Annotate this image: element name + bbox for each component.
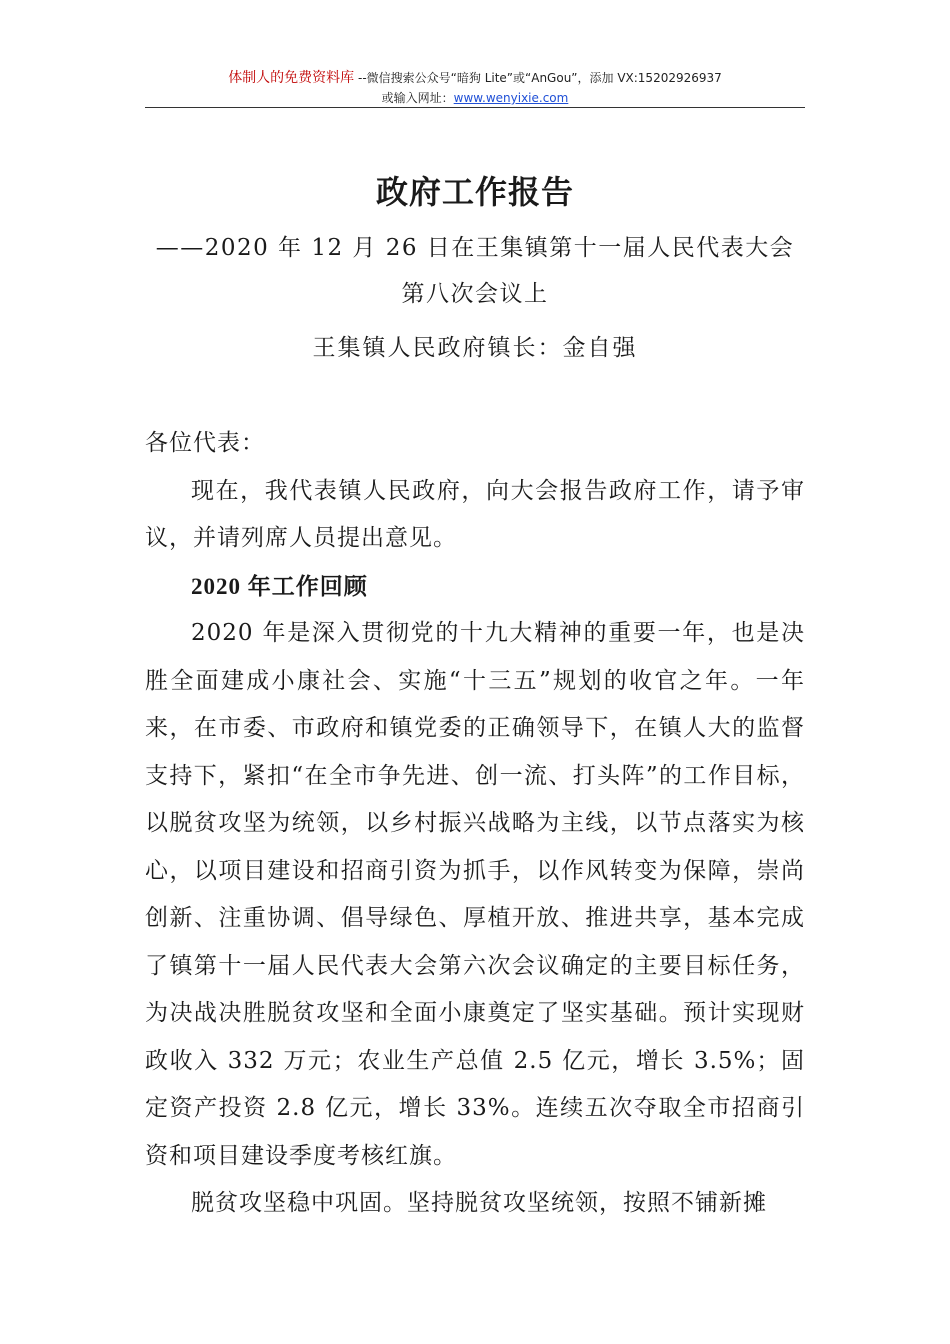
review-paragraph: 2020 年是深入贯彻党的十九大精神的重要一年，也是决胜全面建成小康社会、实施“十三五”规划的收官之年。一年来，在市委、市政府和镇党委的正确领导下，在镇人大的监督支持下，紧扣“在全市争先进、创一流、打头阵”的工作目标，以脱贫攻坚为统领，以乡村振兴战略为主线，以节点落实为核心，以项目建设和招商引资为抓手，以作风转变为保障，崇尚创新、注重协调、倡导绿色、厚植开放、推进共享，基本完成了镇第十一届人民代表大会第六次会议确定的主要目标任务，为决战决胜脱贫攻坚和全面小康奠定了坚实基础。预计实现财政收入 332 万元；农业生产总值 2.5 亿元，增长 3.5%；固定资产投资 2.8 亿元，增长 33%。连续五次夺取全市招商引资和项目建设季度考核红旗。 bbox=[145, 620, 805, 1169]
header-brand: 体制人的免费资料库 bbox=[228, 70, 355, 86]
document-title: 政府工作报告 bbox=[375, 173, 574, 211]
header-line-1 bbox=[145, 68, 805, 88]
header-url-link[interactable]: www.wenyixie.com bbox=[453, 91, 569, 105]
poverty-paragraph bbox=[145, 1180, 805, 1228]
page-header bbox=[145, 68, 805, 108]
poverty-text: 坚持脱贫攻坚统领，按照不铺新摊 bbox=[407, 1190, 767, 1216]
header-line-2 bbox=[145, 88, 805, 108]
salutation: 各位代表： bbox=[145, 430, 265, 456]
section-heading: 2020 年工作回顾 bbox=[191, 573, 368, 599]
document-subtitle: ——2020 年 12 月 26 日在王集镇第十一届人民代表大会第八次会议上 bbox=[155, 235, 795, 307]
header-divider bbox=[145, 107, 805, 108]
poverty-lead: 脱贫攻坚稳中巩固。 bbox=[191, 1190, 407, 1216]
header-url-label: 或输入网址： bbox=[381, 91, 454, 105]
intro-paragraph: 现在，我代表镇人民政府，向大会报告政府工作，请予审议，并请列席人员提出意见。 bbox=[145, 477, 805, 551]
document-author: 王集镇人民政府镇长：金自强 bbox=[312, 335, 638, 361]
header-promo-text: --微信搜索公众号“暗狗 Lite”或“AnGou”，添加 VX:15202926937 bbox=[354, 71, 722, 85]
document-body bbox=[145, 420, 805, 1228]
